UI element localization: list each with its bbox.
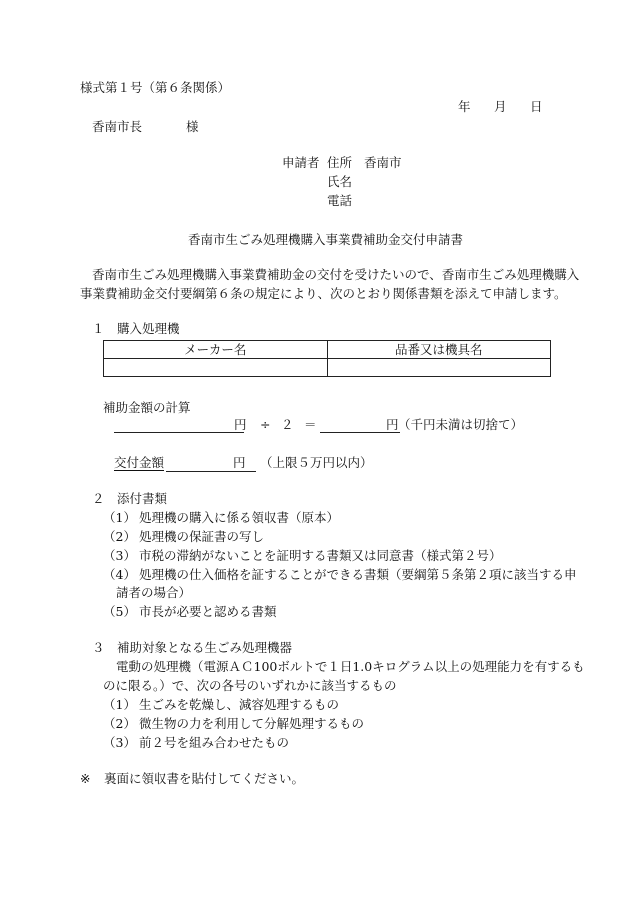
grant-label: 交付金額: [114, 455, 165, 470]
device-item-num-1: （1）: [103, 697, 136, 712]
table-row: [104, 359, 551, 377]
grant-blank-line[interactable]: [166, 471, 256, 472]
attach-item-text-5: 市長が必要と認める書類: [139, 604, 277, 619]
attach-item-text-1: 処理機の購入に係る領収書（原本）: [139, 510, 340, 525]
section3-heading: ３ 補助対象となる生ごみ処理機器: [92, 640, 293, 655]
device-item-text-3: 前２号を組み合わせたもの: [139, 735, 290, 750]
calc-equals-sign: ＝: [304, 417, 317, 432]
calc-divisor: ２: [281, 417, 294, 432]
device-item-num-3: （3）: [103, 735, 136, 750]
grant-note: （上限５万円以内）: [260, 455, 373, 470]
attach-item-text-3: 市税の滞納がないことを証明する書類又は同意書（様式第２号）: [139, 548, 502, 563]
section1-heading: １ 購入処理機: [92, 321, 180, 336]
addressee-name: 香南市長: [92, 119, 143, 134]
phone-label: 電話: [327, 193, 353, 208]
model-cell[interactable]: [327, 359, 551, 377]
maker-cell[interactable]: [104, 359, 328, 377]
addressee-honorific: 様: [186, 119, 199, 134]
calc-note: （千円未満は切捨て）: [398, 417, 524, 432]
note-mark: ※: [80, 771, 91, 786]
attach-item-text-2: 処理機の保証書の写し: [139, 529, 265, 544]
table-header-row: [104, 341, 551, 359]
attach-item-num-5: （5）: [103, 604, 136, 619]
calc-heading: 補助金額の計算: [103, 400, 191, 415]
address-value: 香南市: [364, 155, 402, 170]
date-month: 月: [494, 99, 507, 114]
table-header-model: 品番又は機具名: [327, 341, 551, 359]
note-text: 裏面に領収書を貼付してください。: [104, 771, 305, 786]
device-item-text-2: 微生物の力を利用して分解処理するもの: [139, 716, 365, 731]
attach-item-num-1: （1）: [103, 510, 136, 525]
address-label: 住所: [327, 155, 353, 170]
section2-heading: ２ 添付書類: [92, 491, 168, 506]
attach-item-text-4-cont: 請者の場合）: [116, 585, 192, 600]
applicant-label: 申請者: [282, 155, 320, 170]
attach-item-text-4: 処理機の仕入価格を証することができる書類（要綱第５条第２項に該当する申: [139, 567, 577, 582]
grant-yen: 円: [233, 455, 246, 470]
attach-item-num-2: （2）: [103, 529, 136, 544]
table-header-maker: メーカー名: [104, 341, 328, 359]
section3-desc-2: のに限る。）で、次の各号のいずれかに該当するもの: [103, 678, 397, 693]
calc-yen-2: 円: [386, 417, 399, 432]
purchase-table: [103, 340, 551, 377]
amount-blank-line[interactable]: [114, 432, 244, 433]
device-item-text-1: 生ごみを乾燥し、減容処理するもの: [139, 697, 340, 712]
device-item-num-2: （2）: [103, 716, 136, 731]
attach-item-num-4: （4）: [103, 567, 136, 582]
calc-divide-sign: ÷: [260, 417, 271, 432]
section3-desc-1: 電動の処理機（電源ＡＣ100ボルトで１日1.0キログラム以上の処理能力を有するも: [116, 659, 585, 674]
form-number: 様式第１号（第６条関係）: [80, 80, 231, 95]
calc-yen-1: 円: [234, 417, 247, 432]
attach-item-num-3: （3）: [103, 548, 136, 563]
document-title: 香南市生ごみ処理機購入事業費補助金交付申請書: [188, 232, 464, 247]
date-day: 日: [530, 99, 543, 114]
name-label: 氏名: [327, 174, 353, 189]
date-year: 年: [458, 99, 471, 114]
intro-line-2: 事業費補助金交付要綱第６条の規定により、次のとおり関係書類を添えて申請します。: [80, 286, 567, 301]
intro-line-1: 香南市生ごみ処理機購入事業費補助金の交付を受けたいので、香南市生ごみ処理機購入: [92, 267, 580, 282]
